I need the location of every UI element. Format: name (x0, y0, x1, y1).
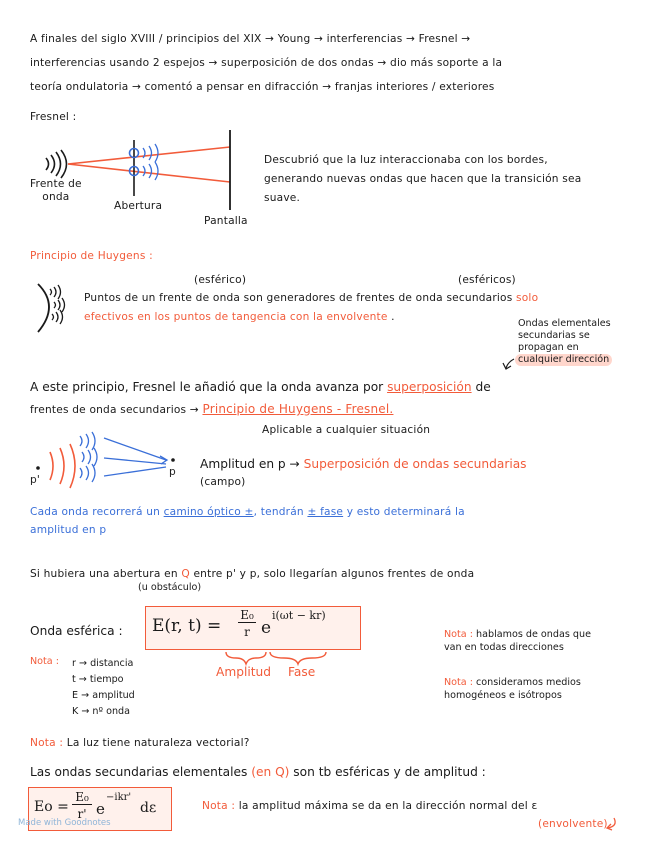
spherical-eq-num: E₀ (238, 608, 256, 623)
secondary-c: son tb esféricas y de amplitud : (293, 765, 486, 779)
right-nota-1-a: hablamos de ondas que (476, 629, 591, 640)
secondary-eq-tail: dε (140, 800, 157, 816)
huygens-line-2: efectivos en los puntos de tangencia con la envolvente . (84, 311, 395, 323)
spherical-eq-e: e (261, 618, 272, 638)
label-pantalla: Pantalla (204, 215, 248, 227)
brace-fase: Fase (288, 665, 316, 679)
nota-item: E → amplitud (72, 690, 135, 701)
fresnel-desc-2: generando nuevas ondas que hacen que la transición sea (264, 173, 582, 185)
principle-name: Principio de Huygens - Fresnel. (202, 402, 394, 416)
secondary-a: Las ondas secundarias elementales (30, 765, 248, 779)
blue-camino: camino óptico ± (163, 506, 254, 518)
blue-1a: Cada onda recorrerá un (30, 506, 161, 518)
secondary-eq-lhs: Eᴏ = (34, 799, 69, 815)
blue-1e: y esto determinará la (346, 506, 465, 518)
spherical-eq-den: r (244, 625, 250, 639)
fresnel-add-1c: de (475, 380, 491, 394)
right-nota-2-label: Nota : (444, 677, 473, 688)
huygens-note-esferico: (esférico) (194, 274, 247, 286)
side-line-3: propagan en (518, 342, 579, 353)
blue-line-2: amplitud en p (30, 524, 107, 536)
fresnel-add-line-3: Aplicable a cualquier situación (262, 424, 431, 436)
blue-1c: , tendrán (253, 506, 304, 518)
nota-item: t → tiempo (72, 674, 124, 685)
brace-amplitud: Amplitud (216, 665, 271, 679)
amplitude-superposition: Superposición de ondas secundarias (303, 457, 527, 471)
secondary-eq-exp: −ikr' (106, 792, 132, 803)
aperture-q: Q (181, 568, 190, 580)
secondary-eq-num: E₀ (72, 790, 92, 805)
spherical-label: Onda esférica : (30, 624, 123, 638)
fresnel-heading: Fresnel : (30, 111, 77, 123)
secondary-nota-text: la amplitud máxima se da en la dirección normal del ε (238, 800, 538, 812)
spherical-nota-label: Nota : (30, 656, 59, 667)
secondary-nota-label: Nota : (202, 800, 236, 812)
fresnel-desc-3: suave. (264, 192, 301, 204)
side-line-2: secundarias se (518, 330, 590, 341)
aperture-1a: Si hubiera una abertura en (30, 568, 178, 580)
right-nota-1-b: van en todas direcciones (444, 642, 564, 653)
secondary-eq-den: r' (77, 807, 87, 821)
nota-item: K → nº onda (72, 706, 130, 717)
intro-line-2: interferencias usando 2 espejos → superposición de dos ondas → dio más soporte a la (30, 57, 503, 69)
label-abertura: Abertura (114, 200, 163, 212)
huygens-line-1-main: Puntos de un frente de onda son generadores de frentes de onda secundarios (84, 292, 513, 304)
fresnel-add-superposicion: superposición (387, 380, 472, 394)
vector-nota-label: Nota : (30, 737, 64, 749)
right-nota-1-label: Nota : (444, 629, 473, 640)
fresnel-add-2a: frentes de onda secundarios → (30, 404, 199, 416)
secondary-nota-sub: (envolvente) (538, 818, 608, 830)
aperture-1b: entre p' y p, solo llegarían algunos frentes de onda (193, 568, 475, 580)
point-p: p (169, 466, 176, 478)
amplitude-campo: (campo) (200, 476, 246, 488)
fresnel-desc-1: Descubrió que la luz interaccionaba con los bordes, (264, 154, 548, 166)
aperture-line-2: (u obstáculo) (138, 582, 202, 593)
huygens-heading: Principio de Huygens : (30, 250, 153, 262)
huygens-line-2-text: efectivos en los puntos de tangencia con la envolvente (84, 311, 388, 323)
secondary-en-q: (en Q) (251, 765, 290, 779)
spherical-eq-exp: i(ωt − kr) (272, 609, 326, 622)
right-nota-2-b: homogéneos e isótropos (444, 690, 562, 701)
nota-item: r → distancia (72, 658, 134, 669)
vector-nota-text: La luz tiene naturaleza vectorial? (66, 737, 250, 749)
fresnel-add-1a: A este principio, Fresnel le añadió que la onda avanza por (30, 380, 384, 394)
spherical-eq-lhs: E(r, t) = (152, 616, 222, 636)
side-line-4: cualquier dirección (515, 354, 612, 366)
intro-line-3: teoría ondulatoria → comentó a pensar en difracción → franjas interiores / exteriores (30, 81, 495, 93)
point-p-prime: p' (30, 474, 41, 486)
huygens-line-1-solo: solo (516, 292, 539, 304)
secondary-eq-e: e (96, 800, 105, 818)
blue-fase: ± fase (307, 506, 344, 518)
goodnotes-watermark: Made with Goodnotes (18, 818, 111, 828)
label-frente-onda: Frente de onda (30, 178, 82, 203)
side-line-1: Ondas elementales (518, 318, 611, 329)
huygens-note-esfericos: (esféricos) (458, 274, 516, 286)
intro-line-1: A finales del siglo XVIII / principios del XIX → Young → interferencias → Fresnel → (30, 33, 471, 45)
right-nota-2-a: consideramos medios (476, 677, 581, 688)
amplitude-text: Amplitud en p → (200, 457, 300, 471)
